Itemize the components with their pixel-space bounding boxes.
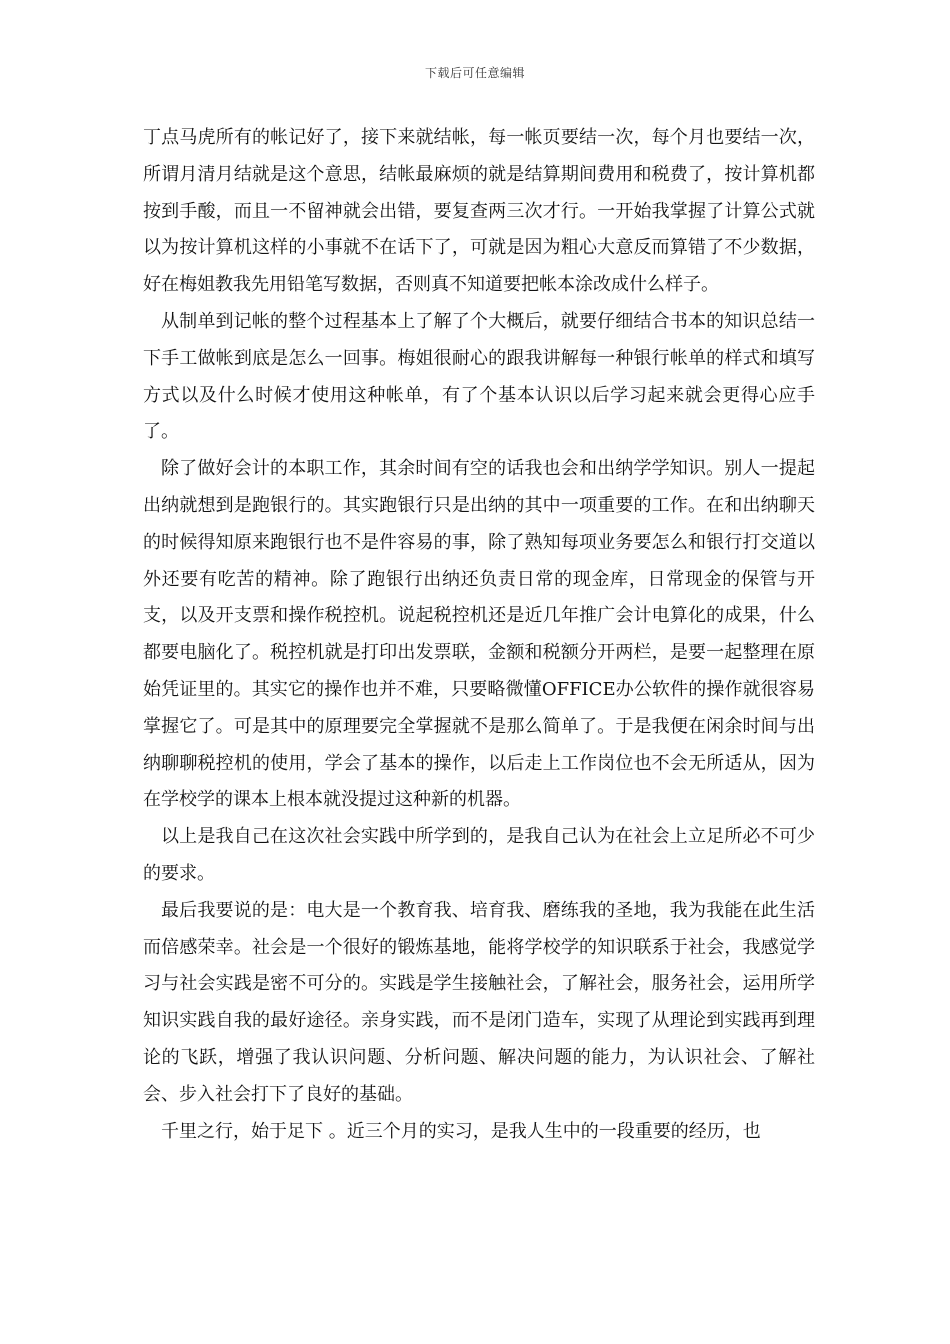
document-body	[143, 120, 815, 1150]
page-header: 下载后可任意编辑	[424, 66, 525, 80]
paragraph: 以上是我自己在这次社会实践中所学到的，是我自己认为在社会上立足所必不可少的要求。	[143, 826, 815, 884]
paragraph: 除了做好会计的本职工作，其余时间有空的话我也会和出纳学学知识。别人一提起出纳就想到是跑银行的。其实跑银行只是出纳的其中一项重要的工作。在和出纳聊天的时候得知原来跑银行也不是件容易的事，除了熟知每项业务要怎么和银行打交道以外还要有吃苦的精神。除了跑银行出纳还负责日常的现金库，日常现金的保管与开支，以及开支票和操作税控机。说起税控机还是近几年推广会计电算化的成果，什么都要电脑化了。税控机就是打印出发票联，金额和税额分开两栏，是要一起整理在原始凭证里的。其实它的操作也并不难，只要略微懂OFFICE办公软件的操作就很容易掌握它了。可是其中的原理要完全掌握就不是那么简单了。于是我便在闲余时间与出纳聊聊税控机的使用，学会了基本的操作，以后走上工作岗位也不会无所适从，因为在学校学的课本上根本就没提过这种新的机器。	[143, 458, 815, 811]
paragraph: 千里之行，始于足下 。近三个月的实习，是我人生中的一段重要的经历，也	[161, 1120, 761, 1142]
paragraph: 最后我要说的是：电大是一个教育我、培育我、磨练我的圣地，我为我能在此生活而倍感荣幸。社会是一个很好的锻炼基地，能将学校学的知识联系于社会，我感觉学习与社会实践是密不可分的。实践是学生接触社会，了解社会，服务社会，运用所学知识实践自我的最好途径。亲身实践，而不是闭门造车，实现了从理论到实践再到理论的飞跃，增强了我认识问题、分析问题、解决问题的能力，为认识社会、了解社会、步入社会打下了良好的基础。	[143, 899, 815, 1105]
paragraph-continued: 丁点马虎所有的帐记好了，接下来就结帐，每一帐页要结一次，每个月也要结一次，所谓月清月结就是这个意思，结帐最麻烦的就是结算期间费用和税费了，按计算机都按到手酸，而且一不留神就会出错，要复查两三次才行。一开始我掌握了计算公式就以为按计算机这样的小事就不在话下了，可就是因为粗心大意反而算错了不少数据，好在梅姐教我先用铅笔写数据，否则真不知道要把帐本涂改成什么样子。	[143, 127, 815, 296]
paragraph: 从制单到记帐的整个过程基本上了解了个大概后，就要仔细结合书本的知识总结一下手工做帐到底是怎么一回事。梅姐很耐心的跟我讲解每一种银行帐单的样式和填写方式以及什么时候才使用这种帐单，有了个基本认识以后学习起来就会更得心应手了。	[143, 310, 815, 443]
